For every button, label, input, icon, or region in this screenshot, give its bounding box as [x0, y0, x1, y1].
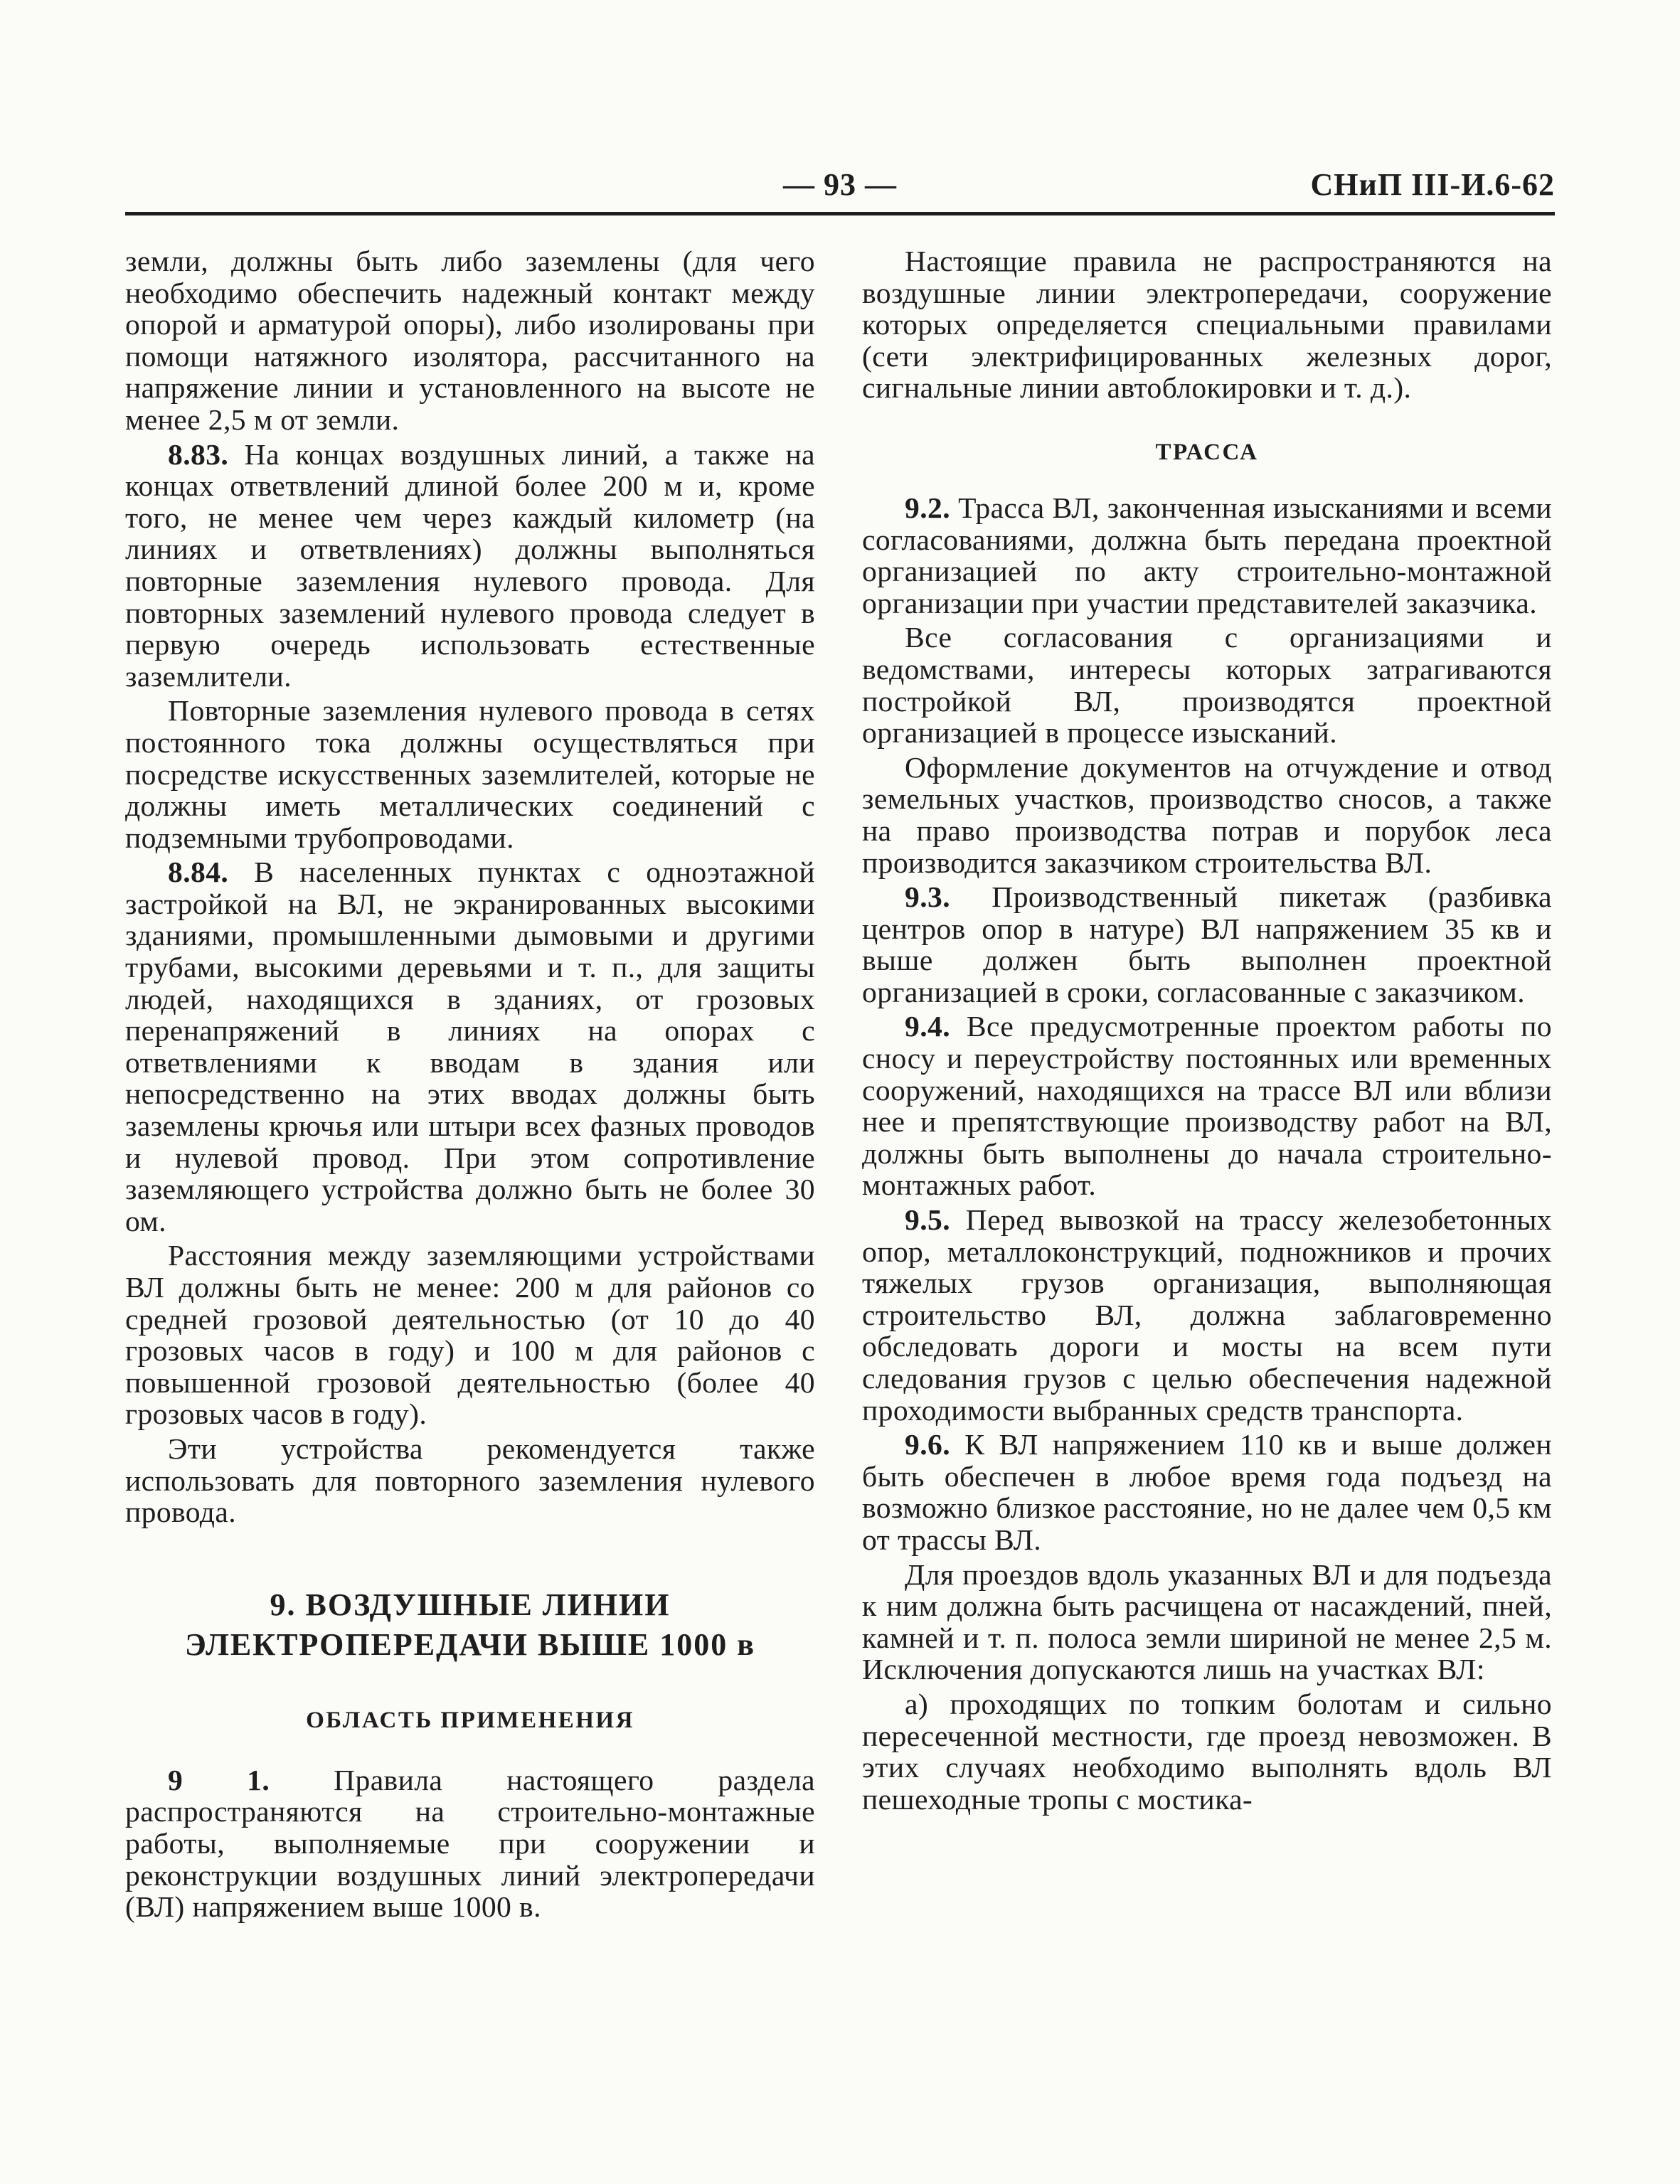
section-title-line-1: 9. ВОЗДУШНЫЕ ЛИНИИ [270, 1587, 671, 1622]
page-number: — 93 — [783, 167, 897, 202]
paragraph: а) проходящих по топким болотам и сильно пересеченной местности, где проезд невозможен. В этих случаях необходимо выполнять вдоль ВЛ пешеходные тропы с мостика- [862, 1687, 1552, 1816]
clause-text: Все предусмотренные проектом работы по сносу и переустройству постоянных или временных сооружений, находящихся на трассе ВЛ или вблизи нее и препятствующие производству работ на ВЛ, должны быть выполнены до начала строительно-монтажных работ. [862, 1010, 1552, 1202]
clause-9-3 [862, 881, 1552, 1008]
paragraph: Настоящие правила не распространяются на воздушные линии электропередачи, сооружение которых определяется специальными правилами (сети электрифицированных железных дорог, сигнальные линии автоблокировки и т. д.). [862, 245, 1552, 405]
clause-text: В населенных пунктах с одноэтажной застройкой на ВЛ, не экранированных высокими зданиями, промышленными дымовыми и другими трубами, высокими деревьями и т. п., для защиты людей, находящихся в зданиях, от грозовых перенапряжений в линиях на опорах с ответвлениями к вводам в здания или непосредственно на этих вводах должны быть заземлены крючья или штыри всех фазных проводов и нулевой провод. При этом сопротивление заземляющего устройства должно быть не более 30 ом. [125, 856, 815, 1237]
section-title-line-2: ЭЛЕКТРОПЕРЕДАЧИ ВЫШЕ 1000 в [185, 1626, 755, 1662]
page-header [125, 161, 1555, 215]
clause-9-1 [125, 1764, 815, 1923]
paragraph: Повторные заземления нулевого провода в сетях постоянного тока должны осуществляться при посредстве искусственных заземлителей, которые не должны иметь металлических соединений с подземными трубопроводами. [125, 694, 815, 854]
right-column [862, 245, 1552, 1815]
clause-text: Трасса ВЛ, законченная изысканиями и всеми согласованиями, должна быть передана проектной организацией по акту строительно-монтажной организации при участии представителей заказчика. [862, 491, 1552, 619]
clause-number: 9.4. [905, 1010, 950, 1043]
clause-8-83 [125, 439, 815, 693]
paragraph: Оформление документов на отчуждение и отвод земельных участков, производство сносов, а также на право производства потрав и порубок леса производится заказчиком строительства ВЛ. [862, 750, 1552, 879]
clause-number: 8.83. [168, 437, 229, 471]
clause-number: 9.6. [905, 1428, 950, 1461]
clause-9-2 [862, 492, 1552, 619]
section-title [125, 1585, 815, 1665]
clause-number: 9.3. [905, 880, 950, 914]
clause-number: 9.2. [905, 491, 950, 524]
clause-text: На концах воздушных линий, а также на концах ответвлений длиной более 200 м и, кроме того, не менее чем через каждый километр (на линиях и ответвлениях) должны выполняться повторные заземления нулевого провода. Для повторных заземлений нулевого провода следует в первую очередь использовать естественные заземлители. [125, 437, 815, 693]
left-column [125, 245, 815, 1923]
clause-text: К ВЛ напряжением 110 кв и выше должен быть обеспечен в любое время года подъезд на возможно близкое расстояние, но не далее чем 0,5 км от трассы ВЛ. [862, 1428, 1552, 1556]
paragraph: Расстояния между заземляющими устройствами ВЛ должны быть не менее: 200 м для районов со средней грозовой деятельностью (от 10 до 40 грозовых часов в году) и 100 м для районов с повышенной грозовой деятельностью (более 40 грозовых часов в году). [125, 1239, 815, 1431]
clause-text: Перед вывозкой на трассу железобетонных опор, металлоконструкций, подножников и прочих тяжелых грузов организация, выполняющая строительство ВЛ, должна заблаговременно обследовать дороги и мосты на всем пути следования грузов с целью обеспечения надежной проходимости выбранных средств транспорта. [862, 1203, 1552, 1427]
subsection-title: ОБЛАСТЬ ПРИМЕНЕНИЯ [306, 1707, 634, 1733]
subsection-title: ТРАССА [1155, 439, 1259, 465]
paragraph: Все согласования с организациями и ведомствами, интересы которых затрагиваются постройкой ВЛ, производятся проектной организацией в процессе изысканий. [862, 621, 1552, 750]
paragraph: Для проездов вдоль указанных ВЛ и для подъезда к ним должна быть расчищена от насаждений, пней, камней и т. п. полоса земли шириной не менее 2,5 м. Исключения допускаются лишь на участках ВЛ: [862, 1557, 1552, 1686]
paragraph: Эти устройства рекомендуется также использовать для повторного заземления нулевого провода. [125, 1432, 815, 1529]
clause-9-6 [862, 1429, 1552, 1555]
clause-number: 8.84. [168, 856, 229, 889]
clause-9-5 [862, 1204, 1552, 1426]
clause-8-84 [125, 856, 815, 1237]
clause-number: 9.5. [905, 1203, 950, 1237]
paragraph-continuation: земли, должны быть либо заземлены (для чего необходимо обеспечить надежный контакт между опорой и арматурой опоры), либо изолированы при помощи натяжного изолятора, рассчитанного на напряжение линии и установленного на высоте не менее 2,5 м от земли. [125, 245, 815, 436]
clause-text: Правила настоящего раздела распространяются на строительно-монтажные работы, выполняемые при сооружении и реконструкции воздушных линий электропередачи (ВЛ) напряжением выше 1000 в. [125, 1763, 815, 1924]
document-code: СНиП III-И.6-62 [1310, 167, 1555, 202]
clause-9-4 [862, 1011, 1552, 1201]
clause-number: 9 1. [168, 1763, 270, 1796]
clause-text: Производственный пикетаж (разбивка центров опор в натуре) ВЛ напряжением 35 кв и выше должен быть выполнен проектной организацией в сроки, согласованные с заказчиком. [862, 880, 1552, 1008]
